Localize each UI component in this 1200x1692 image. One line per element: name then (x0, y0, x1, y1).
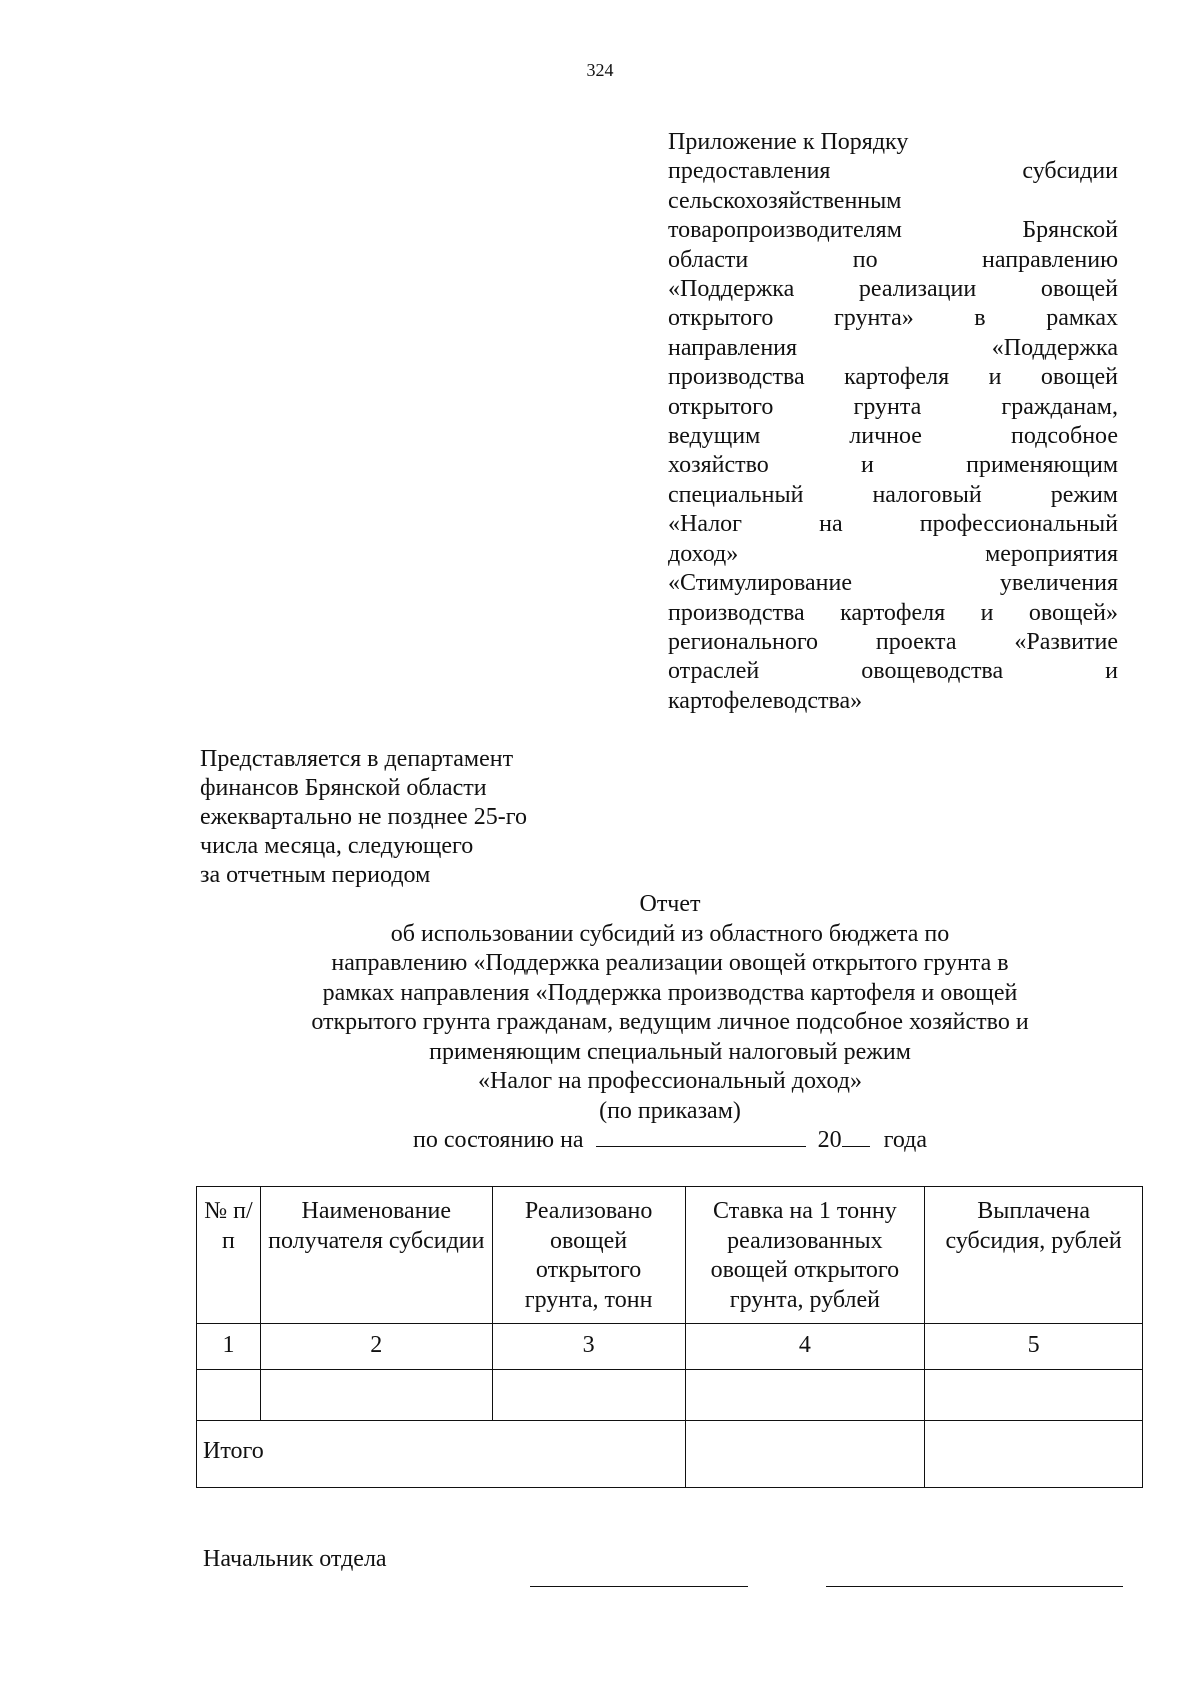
appendix-line: Приложение к Порядку (668, 129, 909, 155)
appendix-line: регионального проекта «Развитие (668, 628, 1118, 655)
column-number-cell: 5 (925, 1324, 1143, 1370)
submission-note (200, 745, 620, 890)
empty-cell[interactable] (260, 1370, 492, 1421)
empty-cell[interactable] (492, 1370, 685, 1421)
appendix-line: доход» мероприятия (668, 540, 1118, 567)
total-rate-cell[interactable] (685, 1421, 925, 1488)
signature-line[interactable] (530, 1586, 748, 1587)
date-blank-field[interactable] (596, 1126, 806, 1147)
page-number: 324 (586, 60, 614, 80)
year-blank-field[interactable] (842, 1126, 870, 1147)
submission-note-line: ежеквартально не позднее 25-го (200, 804, 527, 830)
appendix-line: «Стимулирование увеличения (668, 570, 1118, 597)
report-title-line: рамках направления «Поддержка производства картофеля и овощей (322, 979, 1018, 1006)
report-title-line: направлению «Поддержка реализации овощей открытого грунта в (331, 950, 1009, 976)
empty-cell[interactable] (197, 1370, 261, 1421)
appendix-line: товаропроизводителям Брянской (668, 217, 1118, 244)
report-title-line: применяющим специальный налоговый режим (429, 1038, 911, 1065)
report-heading (180, 890, 1160, 1156)
appendix-header (668, 128, 1118, 716)
report-date-line (180, 1126, 1160, 1156)
appendix-line: сельскохозяйственным (668, 187, 902, 214)
header-cell-recipient: Наименование получателя субсидии (260, 1187, 492, 1324)
submission-note-line: за отчетным периодом (200, 862, 431, 888)
name-line[interactable] (826, 1586, 1123, 1587)
signature-label: Начальник отдела (203, 1546, 387, 1572)
header-cell-rate: Ставка на 1 тонну реализованных овощей открытого грунта, рублей (685, 1187, 925, 1324)
column-number-cell: 4 (685, 1324, 925, 1370)
appendix-line: области по направлению (668, 246, 1118, 273)
submission-note-line: числа месяца, следующего (200, 833, 474, 859)
appendix-line: предоставления субсидии (668, 158, 1118, 185)
table-row (197, 1370, 1143, 1421)
empty-cell[interactable] (925, 1370, 1143, 1421)
submission-note-line: финансов Брянской области (200, 775, 487, 801)
appendix-line: открытого грунта» в рамках (668, 305, 1118, 332)
empty-cell[interactable] (685, 1370, 925, 1421)
header-cell-sold-tons: Реализовано овощей открытого грунта, тонн (492, 1187, 685, 1324)
appendix-line: специальный налоговый режим (668, 481, 1118, 508)
total-label: Итого (197, 1421, 686, 1488)
report-title-line: открытого грунта гражданам, ведущим личное подсобное хозяйство и (311, 1009, 1029, 1035)
year-suffix: года (883, 1127, 928, 1153)
total-row (197, 1421, 1143, 1488)
header-cell-number: № п/п (197, 1187, 261, 1324)
report-title-line: «Налог на профессиональный доход» (478, 1068, 862, 1094)
appendix-line: хозяйство и применяющим (668, 452, 1118, 479)
table-header-row (197, 1187, 1143, 1324)
subsidy-report-table (196, 1186, 1143, 1488)
appendix-line: ведущим личное подсобное (668, 423, 1118, 450)
appendix-line: направления «Поддержка (668, 334, 1118, 361)
column-number-cell: 1 (197, 1324, 261, 1370)
report-title-line: (по приказам) (599, 1097, 741, 1124)
appendix-line: производства картофеля и овощей (668, 364, 1118, 391)
appendix-line: открытого грунта гражданам, (668, 393, 1118, 420)
year-prefix: 20 (817, 1127, 842, 1153)
column-number-row (197, 1324, 1143, 1370)
report-title: Отчет (639, 891, 701, 917)
header-cell-paid-subsidy: Выплачена субсидия, рублей (925, 1187, 1143, 1324)
as-of-label: по состоянию на (412, 1127, 584, 1153)
submission-note-line: Представляется в департамент (200, 746, 514, 772)
appendix-line: «Налог на профессиональный (668, 511, 1118, 538)
appendix-line: производства картофеля и овощей» (668, 599, 1118, 626)
column-number-cell: 2 (260, 1324, 492, 1370)
appendix-line: «Поддержка реализации овощей (668, 276, 1118, 303)
column-number-cell: 3 (492, 1324, 685, 1370)
appendix-line: картофелеводства» (668, 687, 863, 714)
total-subsidy-cell[interactable] (925, 1421, 1143, 1488)
appendix-line: отраслей овощеводства и (668, 658, 1118, 685)
report-title-line: об использовании субсидий из областного бюджета по (390, 920, 950, 947)
